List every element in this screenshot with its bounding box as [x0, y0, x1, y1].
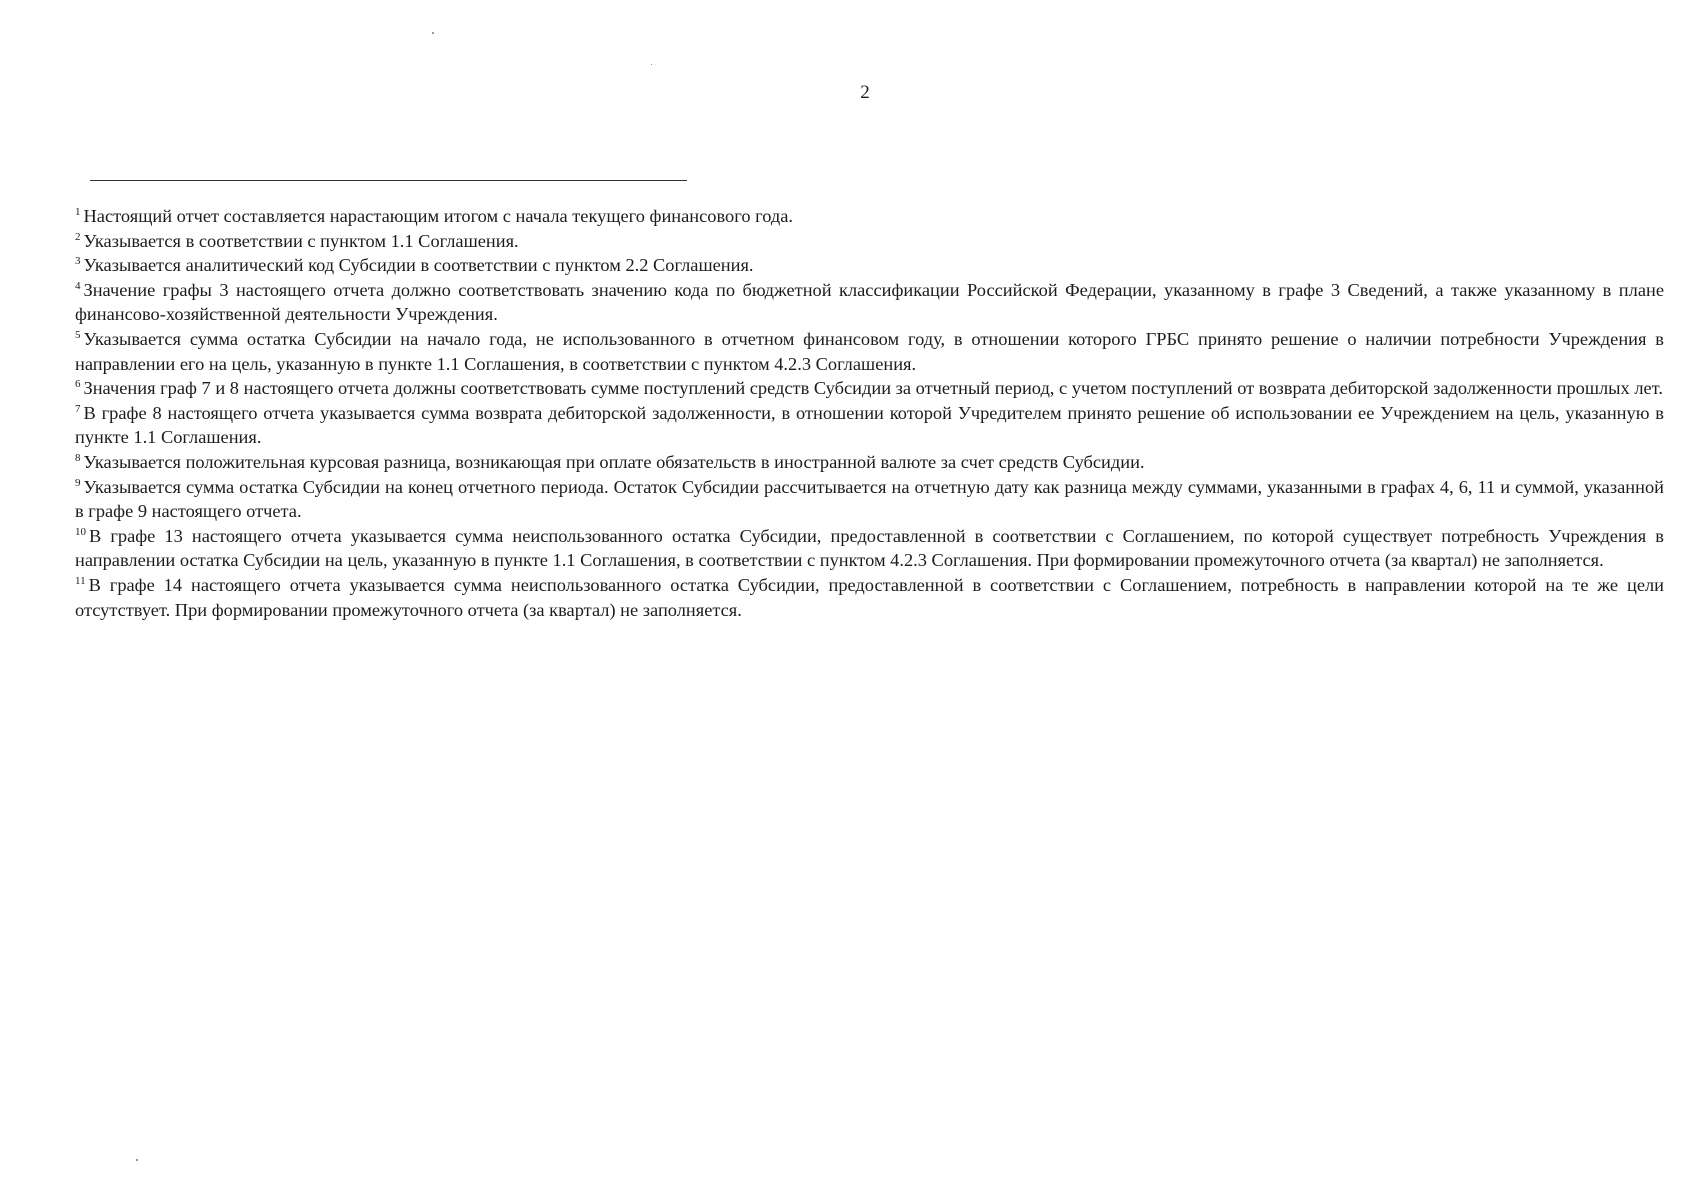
footnote-item [75, 229, 1664, 254]
footnote-text: Указывается в соответствии с пунктом 1.1 Соглашения. [83, 230, 519, 251]
footnote-mark: 4 [75, 279, 81, 292]
footnote-item [75, 573, 1664, 622]
footnote-mark: 11 [75, 574, 86, 587]
footnote-text: В графе 8 настоящего отчета указывается сумма возврата дебиторской задолженности, в отношении которой Учредителем принято решение об использовании ее Учреждением на цель, указанную в пункте 1.1 Соглашения. [75, 402, 1664, 448]
footnote-item [75, 327, 1664, 376]
footnote-item [75, 253, 1664, 278]
footnote-item [75, 278, 1664, 327]
scan-speck [432, 32, 434, 34]
scan-speck [136, 1159, 138, 1161]
footnote-item [75, 450, 1664, 475]
scan-speck [651, 64, 652, 65]
footnote-text: В графе 13 настоящего отчета указывается сумма неиспользованного остатка Субсидии, предоставленной в соответствии с Соглашением, по которой существует потребность Учреждения в направлении остатка Субсидии на цель, указанную в пункте 1.1 Соглашения, в соответствии с пунктом 4.2.3 Соглашения. При формировании промежуточного отчета (за квартал) не заполняется. [75, 525, 1664, 571]
footnote-separator-rule [90, 180, 687, 181]
footnote-text: Значения граф 7 и 8 настоящего отчета должны соответствовать сумме поступлений средств Субсидии за отчетный период, с учетом поступлений от возврата дебиторской задолженности прошлых лет. [83, 378, 1663, 399]
footnote-mark: 3 [75, 255, 81, 268]
footnote-mark: 10 [75, 525, 86, 538]
footnote-item [75, 401, 1664, 450]
footnote-text: Указывается положительная курсовая разница, возникающая при оплате обязательств в иностранной валюте за счет средств Субсидии. [83, 451, 1145, 472]
footnote-mark: 8 [75, 451, 81, 464]
footnote-mark: 1 [75, 206, 81, 218]
footnote-item [75, 524, 1664, 573]
footnote-text: Указывается сумма остатка Субсидии на начало года, не использованного в отчетном финансовом году, в отношении которого ГРБС принято решение о наличии потребности Учреждения в направлении его на цель, указанную в пункте 1.1 Соглашения, в соответствии с пунктом 4.2.3 Соглашения. [75, 328, 1664, 374]
footnote-text: Указывается сумма остатка Субсидии на конец отчетного периода. Остаток Субсидии рассчитывается на отчетную дату как разница между суммами, указанными в графах 4, 6, 11 и суммой, указанной в графе 9 настоящего отчета. [75, 476, 1664, 522]
footnote-mark: 2 [75, 230, 81, 243]
footnote-mark: 6 [75, 378, 81, 391]
footnote-text: Настоящий отчет составляется нарастающим итогом с начала текущего финансового года. [83, 206, 794, 226]
footnote-text: Значение графы 3 настоящего отчета должно соответствовать значению кода по бюджетной классификации Российской Федерации, указанному в графе 3 Сведений, а также указанному в плане финансово-хозяйственной деятельности Учреждения. [75, 279, 1664, 325]
footnote-text: В графе 14 настоящего отчета указывается сумма неиспользованного остатка Субсидии, предоставленной в соответствии с Соглашением, потребность в направлении которой на те же цели отсутствует. При формировании промежуточного отчета (за квартал) не заполняется. [75, 574, 1664, 620]
footnote-item [75, 204, 1664, 229]
footnote-mark: 9 [75, 476, 81, 489]
page-number: 2 [860, 82, 870, 103]
footnote-mark: 5 [75, 328, 81, 341]
footnote-text: Указывается аналитический код Субсидии в соответствии с пунктом 2.2 Соглашения. [83, 255, 754, 276]
footnote-mark: 7 [75, 402, 81, 415]
footnotes-section [75, 204, 1664, 622]
footnote-item [75, 376, 1664, 401]
footnote-item [75, 475, 1664, 524]
